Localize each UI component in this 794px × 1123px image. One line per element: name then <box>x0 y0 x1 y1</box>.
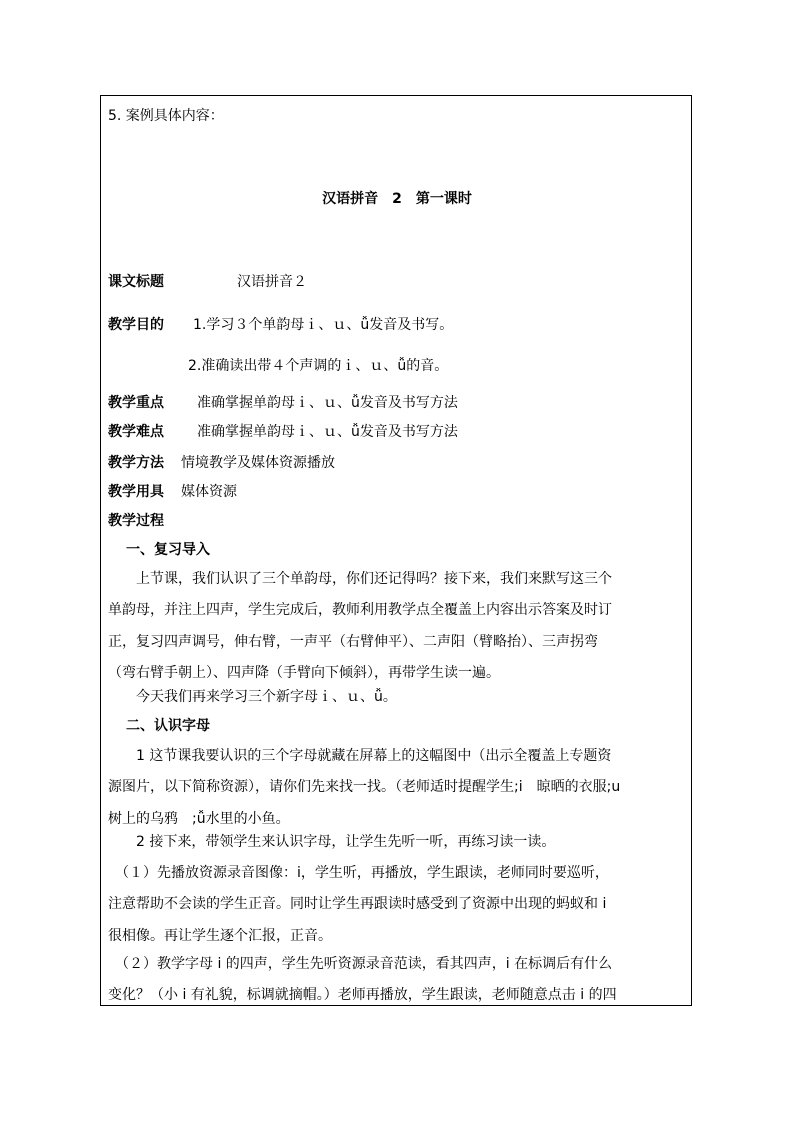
objectives-label: 教学目的 <box>108 317 164 333</box>
letters-paragraph-3 <box>108 858 686 952</box>
objective-item-2: 2.准确读出带４个声调的ｉ、ｕ、ǚ的音。 <box>188 358 449 374</box>
text-line: 上节课，我们认识了三个单韵母，你们还记得吗？接下来，我们来默写这三个 <box>108 571 612 587</box>
review-paragraph <box>108 564 686 690</box>
text-line: （２）教学字母 i 的四声，学生先听资源录音范读，看其四声，i 在标调后有什么 <box>108 956 613 972</box>
letters-paragraph-2: 2 接下来，带领学生来认识字母，让学生先听一听，再练习读一读。 <box>108 834 556 850</box>
letters-paragraph-4 <box>108 949 686 1012</box>
text-line: 1 这节课我要认识的三个字母就藏在屏幕上的这幅图中（出示全覆盖上专题资 <box>108 748 612 764</box>
key-points-label: 教学重点 <box>108 395 164 411</box>
difficulties-label: 教学难点 <box>108 424 164 440</box>
text-line: 很相像。再让学生逐个汇报，正音。 <box>108 927 332 944</box>
letters-heading: 二、认识字母 <box>126 718 210 734</box>
difficulties-value: 准确掌握单韵母ｉ、ｕ、ǚ发音及书写方法 <box>197 424 458 440</box>
process-label: 教学过程 <box>108 513 164 529</box>
section-heading: 5. 案例具体内容： <box>108 108 224 124</box>
text-line: 源图片，以下简称资源），请你们先来找一找。（老师适时提醒学生;i 晾晒的衣服;u <box>108 779 621 796</box>
objective-item-1: 1.学习３个单韵母ｉ、ｕ、ǚ发音及书写。 <box>193 317 454 333</box>
text-line: 变化？（小 i 有礼貌，标调就摘帽。）老师再播放，学生跟读，老师随意点击 i 的四 <box>108 987 617 1004</box>
text-line: 树上的乌鸦 ;ǚ水里的小鱼。 <box>108 810 290 827</box>
tools-label: 教学用具 <box>108 484 164 500</box>
letters-paragraph-1 <box>108 741 686 835</box>
key-points-value: 准确掌握单韵母ｉ、ｕ、ǚ发音及书写方法 <box>197 395 458 411</box>
tools-value: 媒体资源 <box>181 484 237 500</box>
text-line: 注意帮助不会读的学生正音。同时让学生再跟读时感受到了资源中出现的蚂蚁和 i <box>108 896 607 913</box>
today-line: 今天我们再来学习三个新字母ｉ、ｕ、ǚ。 <box>108 689 397 705</box>
methods-value: 情境教学及媒体资源播放 <box>181 455 335 471</box>
text-line: （弯右臂手朝上）、四声降（手臂向下倾斜），再带学生读一遍。 <box>108 665 500 682</box>
lesson-title-label: 课文标题 <box>108 274 164 290</box>
text-line: 单韵母，并注上四声，学生完成后，教师利用教学点全覆盖上内容出示答案及时订 <box>108 602 612 619</box>
document-title: 汉语拼音 2 第一课时 <box>322 191 472 207</box>
methods-label: 教学方法 <box>108 455 164 471</box>
text-line: 正，复习四声调号，伸右臂，一声平（右臂伸平）、二声阳（臂略抬）、三声拐弯 <box>108 633 598 650</box>
text-line: （１）先播放资源录音图像：i，学生听，再播放，学生跟读，老师同时要巡听， <box>108 865 609 881</box>
lesson-title-value: 汉语拼音２ <box>237 274 307 290</box>
review-heading: 一、复习导入 <box>126 542 210 558</box>
